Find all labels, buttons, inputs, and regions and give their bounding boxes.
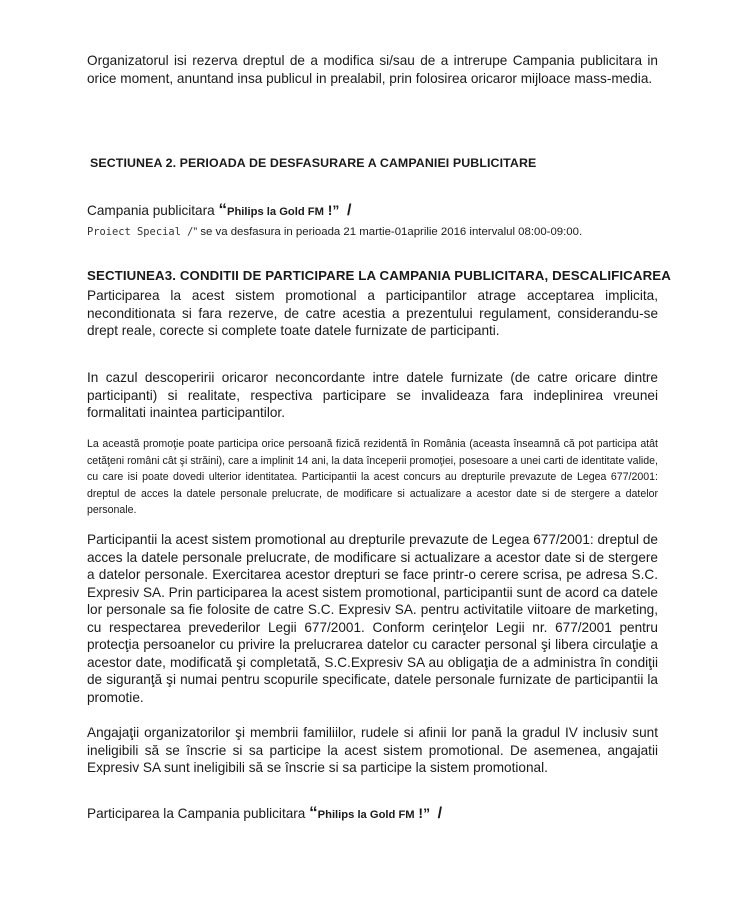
section-3-paragraph-3: La această promoţie poate participa orice persoană fizică rezidentă în România (aceasta înseamnă că pot participa atât cetăţeni români cât şi străini), care a implinit 14 ani, la data începerii promoţiei, posesoare a unei carti de identitate valide, cu care isi poate dovedi ulterior identitatea. Participantii la acest concurs au drepturile prevazute de Legea 677/2001: dreptul de acces la datele personale prelucrate, de modificare si actualizare a acestor date si de stergere a datelor personale. xyxy=(87,438,658,517)
campaign-period-line xyxy=(87,222,582,240)
project-special-label: Proiect Special / xyxy=(87,226,194,238)
final-brand-slash: / xyxy=(437,805,443,822)
section-3-paragraph-5: Angajaţii organizatorilor şi membrii familiilor, rudele si afinii lor pană la gradul IV inclusiv sunt ineligibili să se înscrie si sa participe la acest sistem promotional. De asemenea, angajatii Expresiv SA sunt ineligibili să se înscrie si sa participe la sistem promotional. xyxy=(87,725,658,775)
final-campaign-line xyxy=(87,804,442,824)
section-3-heading: SECTIUNEA3. CONDITII DE PARTICIPARE LA CAMPANIA PUBLICITARA, DESCALIFICAREA xyxy=(87,268,671,283)
brand-tail: !” xyxy=(327,202,340,218)
campaign-prefix: Campania publicitara xyxy=(87,203,215,218)
intro-paragraph: Organizatorul isi rezerva dreptul de a modifica si/sau de a intrerupe Campania publicitara in orice moment, anuntand insa publicul in prealabil, prin folosirea oricaror mijloace mass-media. xyxy=(87,53,658,86)
section-3-paragraph-1: Participarea la acest sistem promotional a participantilor atrage acceptarea implicita, neconditionata si fara rezerve, de catre acestia a prezentului regulament, considerandu-se drept reale, corecte si complete toate datele furnizate de participanti. xyxy=(87,288,658,338)
quote-open: “ xyxy=(218,200,227,219)
final-campaign-prefix: Participarea la Campania publicitara xyxy=(87,806,306,821)
brand-slash: / xyxy=(346,202,352,219)
campaign-title-line xyxy=(87,201,351,221)
campaign-period-text: ” se va desfasura in perioada 21 martie-01aprilie 2016 intervalul 08:00-09:00. xyxy=(193,226,583,238)
final-quote-open: “ xyxy=(309,803,318,822)
brand-name: Philips la Gold FM xyxy=(226,206,324,218)
section-3-paragraph-2: In cazul descoperirii oricaror neconcordante intre datele furnizate (de catre oricare dintre participanti) si realitate, respectiva participare se invalideaza fara indeplinirea vreunei formalitati inaintea participantilor. xyxy=(87,370,658,420)
final-brand-name: Philips la Gold FM xyxy=(317,809,415,821)
section-3-paragraph-4: Participantii la acest sistem promotional au drepturile prevazute de Legea 677/2001: dreptul de acces la datele personale prelucrate, de modificare si actualizare a acestor date si de stergere a datelor personale. Exercitarea acestor drepturi se face printr-o cerere scrisa, pe adresa S.C. Expresiv SA. Prin participarea la acest sistem promotional, participantii sunt de acord ca datele lor personale sa fie folosite de catre S.C. Expresiv SA. pentru activitatile viitoare de marketing, cu respectarea prevederilor Legii 677/2001. Conform cerinţelor Legii nr. 677/2001 pentru protecţia persoanelor cu privire la prelucrarea datelor cu caracter personal şi libera circulaţie a acestor date, modificată şi completată, S.C.Expresiv SA au obligaţia de a administra în condiţii de siguranţă şi numai pentru scopurile specificate, datele personale furnizate de participantii la promotie. xyxy=(87,532,658,705)
section-2-heading: SECTIUNEA 2. PERIOADA DE DESFASURARE A CAMPANIEI PUBLICITARE xyxy=(90,156,537,170)
final-brand-tail: !” xyxy=(418,805,431,821)
